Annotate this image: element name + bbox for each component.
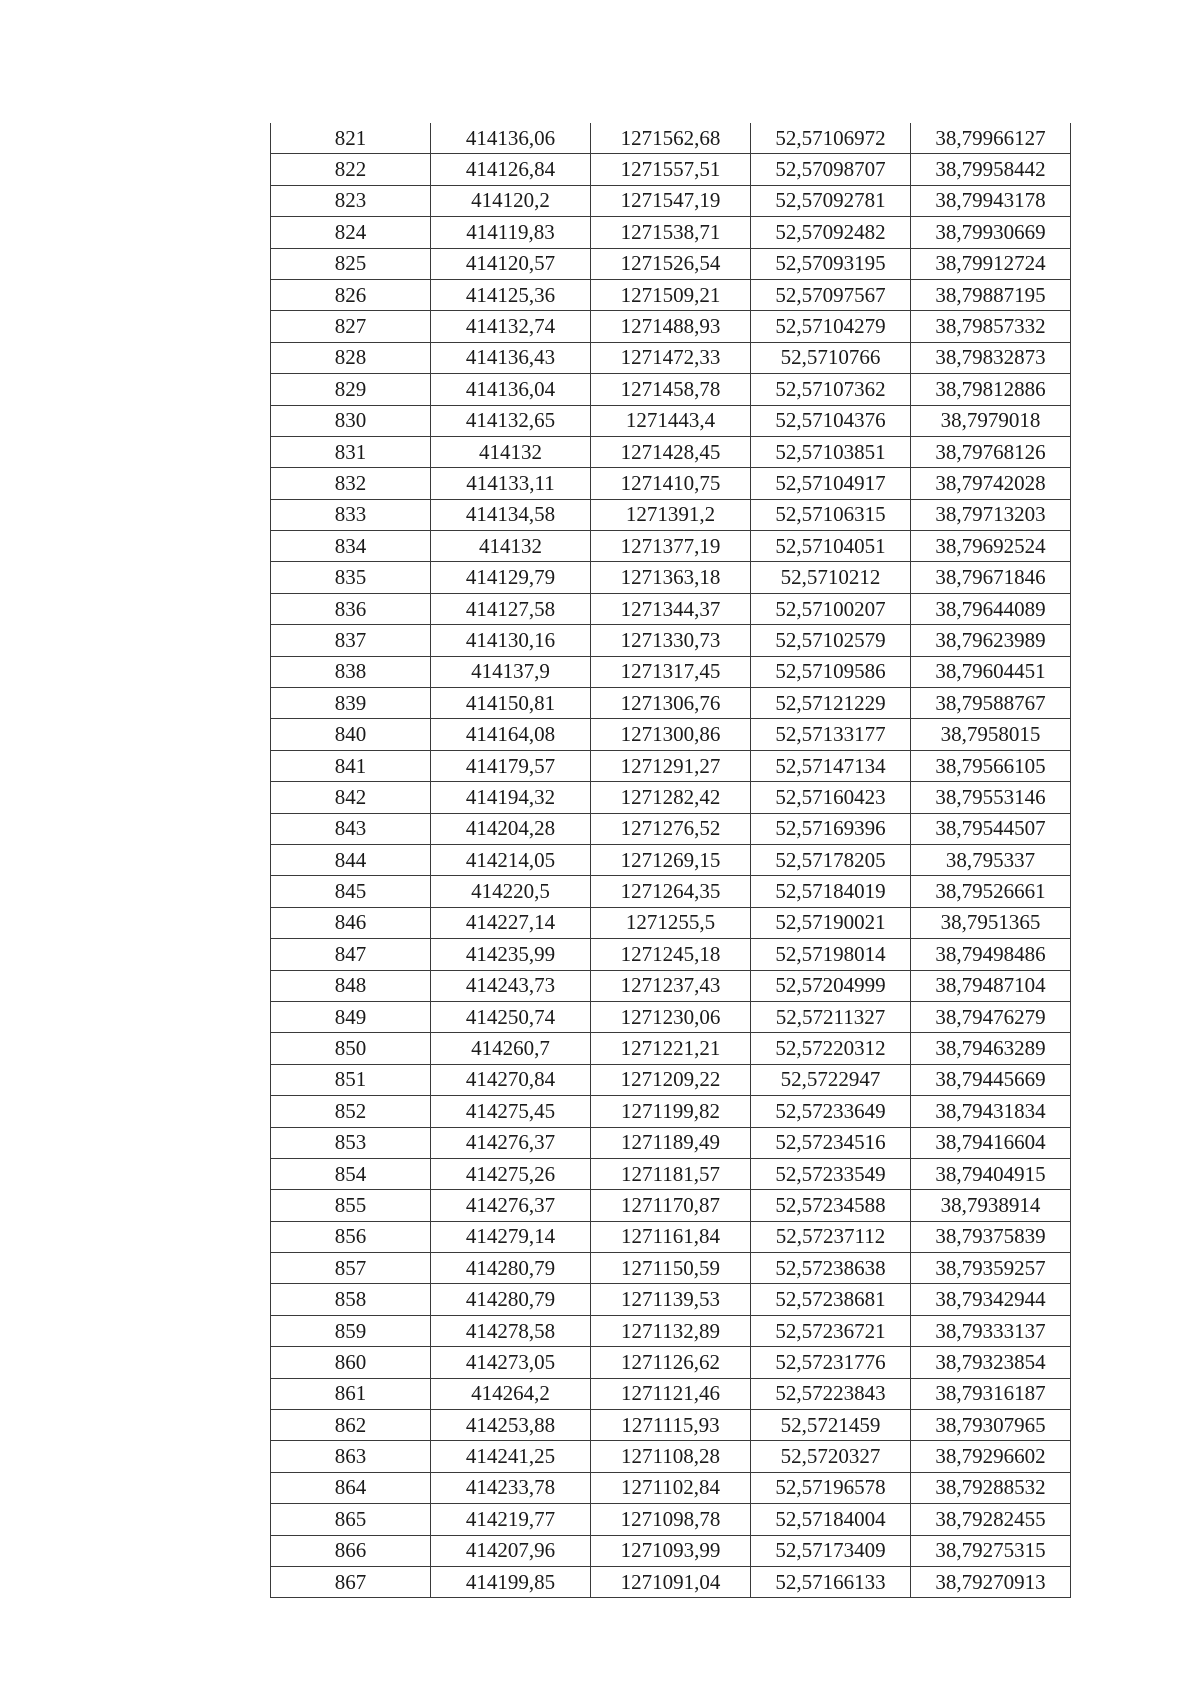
table-row [271, 1253, 1071, 1284]
point-number-cell: 845 [271, 876, 431, 907]
longitude-cell: 38,79270913 [911, 1566, 1071, 1597]
point-number-cell: 830 [271, 405, 431, 436]
latitude-cell: 52,57190021 [751, 907, 911, 938]
x-coordinate-cell: 414127,58 [431, 593, 591, 624]
latitude-cell: 52,57098707 [751, 154, 911, 185]
table-row [271, 1566, 1071, 1597]
table-row [271, 1064, 1071, 1095]
point-number-cell: 831 [271, 436, 431, 467]
x-coordinate-cell: 414164,08 [431, 719, 591, 750]
x-coordinate-cell: 414279,14 [431, 1221, 591, 1252]
point-number-cell: 839 [271, 688, 431, 719]
latitude-cell: 52,5722947 [751, 1064, 911, 1095]
longitude-cell: 38,79307965 [911, 1410, 1071, 1441]
table-row [271, 1033, 1071, 1064]
point-number-cell: 861 [271, 1378, 431, 1409]
y-coordinate-cell: 1271526,54 [591, 248, 751, 279]
x-coordinate-cell: 414134,58 [431, 499, 591, 530]
y-coordinate-cell: 1271458,78 [591, 374, 751, 405]
longitude-cell: 38,79342944 [911, 1284, 1071, 1315]
latitude-cell: 52,57211327 [751, 1001, 911, 1032]
x-coordinate-cell: 414275,45 [431, 1096, 591, 1127]
point-number-cell: 823 [271, 185, 431, 216]
latitude-cell: 52,57100207 [751, 593, 911, 624]
longitude-cell: 38,79445669 [911, 1064, 1071, 1095]
table-row [271, 154, 1071, 185]
point-number-cell: 840 [271, 719, 431, 750]
longitude-cell: 38,79966127 [911, 123, 1071, 154]
point-number-cell: 836 [271, 593, 431, 624]
y-coordinate-cell: 1271189,49 [591, 1127, 751, 1158]
latitude-cell: 52,57109586 [751, 656, 911, 687]
table-row [271, 688, 1071, 719]
point-number-cell: 867 [271, 1566, 431, 1597]
longitude-cell: 38,79604451 [911, 656, 1071, 687]
point-number-cell: 851 [271, 1064, 431, 1095]
y-coordinate-cell: 1271282,42 [591, 782, 751, 813]
table-row [271, 970, 1071, 1001]
longitude-cell: 38,79887195 [911, 279, 1071, 310]
longitude-cell: 38,79404915 [911, 1158, 1071, 1189]
x-coordinate-cell: 414150,81 [431, 688, 591, 719]
longitude-cell: 38,79857332 [911, 311, 1071, 342]
table-row [271, 1504, 1071, 1535]
y-coordinate-cell: 1271181,57 [591, 1158, 751, 1189]
point-number-cell: 846 [271, 907, 431, 938]
table-row [271, 279, 1071, 310]
point-number-cell: 863 [271, 1441, 431, 1472]
x-coordinate-cell: 414136,06 [431, 123, 591, 154]
longitude-cell: 38,79912724 [911, 248, 1071, 279]
point-number-cell: 822 [271, 154, 431, 185]
table-row [271, 625, 1071, 656]
latitude-cell: 52,57107362 [751, 374, 911, 405]
y-coordinate-cell: 1271150,59 [591, 1253, 751, 1284]
latitude-cell: 52,57196578 [751, 1472, 911, 1503]
latitude-cell: 52,57166133 [751, 1566, 911, 1597]
latitude-cell: 52,57220312 [751, 1033, 911, 1064]
longitude-cell: 38,7979018 [911, 405, 1071, 436]
longitude-cell: 38,79644089 [911, 593, 1071, 624]
y-coordinate-cell: 1271170,87 [591, 1190, 751, 1221]
latitude-cell: 52,57106315 [751, 499, 911, 530]
latitude-cell: 52,57133177 [751, 719, 911, 750]
longitude-cell: 38,79375839 [911, 1221, 1071, 1252]
y-coordinate-cell: 1271557,51 [591, 154, 751, 185]
x-coordinate-cell: 414219,77 [431, 1504, 591, 1535]
x-coordinate-cell: 414179,57 [431, 750, 591, 781]
longitude-cell: 38,79498486 [911, 939, 1071, 970]
point-number-cell: 865 [271, 1504, 431, 1535]
y-coordinate-cell: 1271538,71 [591, 217, 751, 248]
table-row [271, 750, 1071, 781]
x-coordinate-cell: 414132,74 [431, 311, 591, 342]
table-row [271, 468, 1071, 499]
longitude-cell: 38,795337 [911, 844, 1071, 875]
x-coordinate-cell: 414227,14 [431, 907, 591, 938]
table-row [271, 782, 1071, 813]
longitude-cell: 38,79958442 [911, 154, 1071, 185]
point-number-cell: 852 [271, 1096, 431, 1127]
longitude-cell: 38,79692524 [911, 531, 1071, 562]
latitude-cell: 52,5710766 [751, 342, 911, 373]
x-coordinate-cell: 414207,96 [431, 1535, 591, 1566]
y-coordinate-cell: 1271306,76 [591, 688, 751, 719]
longitude-cell: 38,79431834 [911, 1096, 1071, 1127]
x-coordinate-cell: 414235,99 [431, 939, 591, 970]
y-coordinate-cell: 1271377,19 [591, 531, 751, 562]
point-number-cell: 838 [271, 656, 431, 687]
x-coordinate-cell: 414278,58 [431, 1315, 591, 1346]
latitude-cell: 52,57237112 [751, 1221, 911, 1252]
table-row [271, 1127, 1071, 1158]
point-number-cell: 856 [271, 1221, 431, 1252]
table-row [271, 1315, 1071, 1346]
y-coordinate-cell: 1271391,2 [591, 499, 751, 530]
latitude-cell: 52,57178205 [751, 844, 911, 875]
x-coordinate-cell: 414132 [431, 531, 591, 562]
latitude-cell: 52,57160423 [751, 782, 911, 813]
y-coordinate-cell: 1271276,52 [591, 813, 751, 844]
point-number-cell: 826 [271, 279, 431, 310]
point-number-cell: 866 [271, 1535, 431, 1566]
table-row [271, 1441, 1071, 1472]
table-row [271, 1378, 1071, 1409]
point-number-cell: 844 [271, 844, 431, 875]
x-coordinate-cell: 414204,28 [431, 813, 591, 844]
longitude-cell: 38,79812886 [911, 374, 1071, 405]
x-coordinate-cell: 414275,26 [431, 1158, 591, 1189]
x-coordinate-cell: 414130,16 [431, 625, 591, 656]
latitude-cell: 52,5721459 [751, 1410, 911, 1441]
latitude-cell: 52,57233549 [751, 1158, 911, 1189]
table-row [271, 562, 1071, 593]
x-coordinate-cell: 414264,2 [431, 1378, 591, 1409]
x-coordinate-cell: 414250,74 [431, 1001, 591, 1032]
latitude-cell: 52,57104917 [751, 468, 911, 499]
latitude-cell: 52,57198014 [751, 939, 911, 970]
table-row [271, 939, 1071, 970]
y-coordinate-cell: 1271317,45 [591, 656, 751, 687]
y-coordinate-cell: 1271488,93 [591, 311, 751, 342]
point-number-cell: 850 [271, 1033, 431, 1064]
point-number-cell: 858 [271, 1284, 431, 1315]
point-number-cell: 841 [271, 750, 431, 781]
longitude-cell: 38,79588767 [911, 688, 1071, 719]
point-number-cell: 834 [271, 531, 431, 562]
x-coordinate-cell: 414137,9 [431, 656, 591, 687]
x-coordinate-cell: 414132,65 [431, 405, 591, 436]
y-coordinate-cell: 1271269,15 [591, 844, 751, 875]
latitude-cell: 52,57102579 [751, 625, 911, 656]
point-number-cell: 835 [271, 562, 431, 593]
point-number-cell: 853 [271, 1127, 431, 1158]
point-number-cell: 821 [271, 123, 431, 154]
latitude-cell: 52,57184004 [751, 1504, 911, 1535]
longitude-cell: 38,79296602 [911, 1441, 1071, 1472]
y-coordinate-cell: 1271291,27 [591, 750, 751, 781]
table-row [271, 248, 1071, 279]
point-number-cell: 859 [271, 1315, 431, 1346]
point-number-cell: 848 [271, 970, 431, 1001]
longitude-cell: 38,79544507 [911, 813, 1071, 844]
y-coordinate-cell: 1271330,73 [591, 625, 751, 656]
longitude-cell: 38,79333137 [911, 1315, 1071, 1346]
latitude-cell: 52,57104279 [751, 311, 911, 342]
point-number-cell: 860 [271, 1347, 431, 1378]
table-row [271, 844, 1071, 875]
x-coordinate-cell: 414199,85 [431, 1566, 591, 1597]
latitude-cell: 52,57106972 [751, 123, 911, 154]
x-coordinate-cell: 414120,2 [431, 185, 591, 216]
longitude-cell: 38,79275315 [911, 1535, 1071, 1566]
latitude-cell: 52,57238638 [751, 1253, 911, 1284]
y-coordinate-cell: 1271108,28 [591, 1441, 751, 1472]
table-row [271, 1001, 1071, 1032]
table-row [271, 656, 1071, 687]
y-coordinate-cell: 1271209,22 [591, 1064, 751, 1095]
y-coordinate-cell: 1271344,37 [591, 593, 751, 624]
y-coordinate-cell: 1271115,93 [591, 1410, 751, 1441]
latitude-cell: 52,5710212 [751, 562, 911, 593]
table-row [271, 1410, 1071, 1441]
point-number-cell: 855 [271, 1190, 431, 1221]
longitude-cell: 38,79476279 [911, 1001, 1071, 1032]
y-coordinate-cell: 1271363,18 [591, 562, 751, 593]
table-row [271, 185, 1071, 216]
longitude-cell: 38,79623989 [911, 625, 1071, 656]
x-coordinate-cell: 414133,11 [431, 468, 591, 499]
point-number-cell: 843 [271, 813, 431, 844]
latitude-cell: 52,57104376 [751, 405, 911, 436]
x-coordinate-cell: 414220,5 [431, 876, 591, 907]
y-coordinate-cell: 1271139,53 [591, 1284, 751, 1315]
point-number-cell: 828 [271, 342, 431, 373]
x-coordinate-cell: 414214,05 [431, 844, 591, 875]
latitude-cell: 52,57234588 [751, 1190, 911, 1221]
longitude-cell: 38,79359257 [911, 1253, 1071, 1284]
point-number-cell: 827 [271, 311, 431, 342]
y-coordinate-cell: 1271102,84 [591, 1472, 751, 1503]
latitude-cell: 52,57231776 [751, 1347, 911, 1378]
y-coordinate-cell: 1271255,5 [591, 907, 751, 938]
table-row [271, 1158, 1071, 1189]
x-coordinate-cell: 414273,05 [431, 1347, 591, 1378]
longitude-cell: 38,79832873 [911, 342, 1071, 373]
table-row [271, 405, 1071, 436]
coordinates-table [270, 123, 1071, 1598]
y-coordinate-cell: 1271121,46 [591, 1378, 751, 1409]
longitude-cell: 38,79566105 [911, 750, 1071, 781]
x-coordinate-cell: 414253,88 [431, 1410, 591, 1441]
x-coordinate-cell: 414243,73 [431, 970, 591, 1001]
y-coordinate-cell: 1271264,35 [591, 876, 751, 907]
table-row [271, 1535, 1071, 1566]
longitude-cell: 38,79282455 [911, 1504, 1071, 1535]
latitude-cell: 52,57223843 [751, 1378, 911, 1409]
y-coordinate-cell: 1271221,21 [591, 1033, 751, 1064]
point-number-cell: 824 [271, 217, 431, 248]
latitude-cell: 52,57173409 [751, 1535, 911, 1566]
x-coordinate-cell: 414132 [431, 436, 591, 467]
x-coordinate-cell: 414136,43 [431, 342, 591, 373]
y-coordinate-cell: 1271237,43 [591, 970, 751, 1001]
table-row [271, 1472, 1071, 1503]
longitude-cell: 38,79671846 [911, 562, 1071, 593]
table-row [271, 311, 1071, 342]
table-row [271, 374, 1071, 405]
x-coordinate-cell: 414260,7 [431, 1033, 591, 1064]
table-row [271, 531, 1071, 562]
y-coordinate-cell: 1271509,21 [591, 279, 751, 310]
point-number-cell: 829 [271, 374, 431, 405]
point-number-cell: 854 [271, 1158, 431, 1189]
latitude-cell: 52,57204999 [751, 970, 911, 1001]
x-coordinate-cell: 414241,25 [431, 1441, 591, 1472]
longitude-cell: 38,79487104 [911, 970, 1071, 1001]
latitude-cell: 52,57103851 [751, 436, 911, 467]
point-number-cell: 833 [271, 499, 431, 530]
latitude-cell: 52,57092482 [751, 217, 911, 248]
x-coordinate-cell: 414233,78 [431, 1472, 591, 1503]
y-coordinate-cell: 1271098,78 [591, 1504, 751, 1535]
table-row [271, 1096, 1071, 1127]
table-row [271, 1347, 1071, 1378]
latitude-cell: 52,57097567 [751, 279, 911, 310]
latitude-cell: 52,57236721 [751, 1315, 911, 1346]
longitude-cell: 38,79713203 [911, 499, 1071, 530]
latitude-cell: 52,57147134 [751, 750, 911, 781]
y-coordinate-cell: 1271161,84 [591, 1221, 751, 1252]
table-row [271, 342, 1071, 373]
longitude-cell: 38,79930669 [911, 217, 1071, 248]
latitude-cell: 52,57169396 [751, 813, 911, 844]
table-row [271, 719, 1071, 750]
x-coordinate-cell: 414120,57 [431, 248, 591, 279]
latitude-cell: 52,57121229 [751, 688, 911, 719]
longitude-cell: 38,7938914 [911, 1190, 1071, 1221]
table-row [271, 907, 1071, 938]
latitude-cell: 52,57238681 [751, 1284, 911, 1315]
x-coordinate-cell: 414276,37 [431, 1127, 591, 1158]
x-coordinate-cell: 414194,32 [431, 782, 591, 813]
latitude-cell: 52,57092781 [751, 185, 911, 216]
longitude-cell: 38,79943178 [911, 185, 1071, 216]
table-row [271, 123, 1071, 154]
point-number-cell: 842 [271, 782, 431, 813]
longitude-cell: 38,79463289 [911, 1033, 1071, 1064]
point-number-cell: 862 [271, 1410, 431, 1441]
longitude-cell: 38,79768126 [911, 436, 1071, 467]
longitude-cell: 38,79742028 [911, 468, 1071, 499]
table-row [271, 876, 1071, 907]
longitude-cell: 38,79416604 [911, 1127, 1071, 1158]
y-coordinate-cell: 1271443,4 [591, 405, 751, 436]
table-row [271, 217, 1071, 248]
table-row [271, 1190, 1071, 1221]
coordinates-table-body [271, 123, 1071, 1598]
latitude-cell: 52,57104051 [751, 531, 911, 562]
table-row [271, 1221, 1071, 1252]
y-coordinate-cell: 1271472,33 [591, 342, 751, 373]
x-coordinate-cell: 414280,79 [431, 1253, 591, 1284]
point-number-cell: 849 [271, 1001, 431, 1032]
point-number-cell: 825 [271, 248, 431, 279]
table-row [271, 813, 1071, 844]
longitude-cell: 38,79323854 [911, 1347, 1071, 1378]
table-row [271, 1284, 1071, 1315]
x-coordinate-cell: 414270,84 [431, 1064, 591, 1095]
x-coordinate-cell: 414125,36 [431, 279, 591, 310]
x-coordinate-cell: 414129,79 [431, 562, 591, 593]
latitude-cell: 52,57233649 [751, 1096, 911, 1127]
y-coordinate-cell: 1271547,19 [591, 185, 751, 216]
x-coordinate-cell: 414280,79 [431, 1284, 591, 1315]
point-number-cell: 837 [271, 625, 431, 656]
point-number-cell: 847 [271, 939, 431, 970]
y-coordinate-cell: 1271410,75 [591, 468, 751, 499]
latitude-cell: 52,57093195 [751, 248, 911, 279]
y-coordinate-cell: 1271091,04 [591, 1566, 751, 1597]
table-row [271, 436, 1071, 467]
latitude-cell: 52,57234516 [751, 1127, 911, 1158]
y-coordinate-cell: 1271562,68 [591, 123, 751, 154]
table-row [271, 593, 1071, 624]
y-coordinate-cell: 1271093,99 [591, 1535, 751, 1566]
y-coordinate-cell: 1271132,89 [591, 1315, 751, 1346]
y-coordinate-cell: 1271245,18 [591, 939, 751, 970]
latitude-cell: 52,5720327 [751, 1441, 911, 1472]
longitude-cell: 38,7951365 [911, 907, 1071, 938]
point-number-cell: 857 [271, 1253, 431, 1284]
point-number-cell: 832 [271, 468, 431, 499]
longitude-cell: 38,79316187 [911, 1378, 1071, 1409]
longitude-cell: 38,79553146 [911, 782, 1071, 813]
x-coordinate-cell: 414276,37 [431, 1190, 591, 1221]
point-number-cell: 864 [271, 1472, 431, 1503]
y-coordinate-cell: 1271428,45 [591, 436, 751, 467]
longitude-cell: 38,79288532 [911, 1472, 1071, 1503]
longitude-cell: 38,7958015 [911, 719, 1071, 750]
y-coordinate-cell: 1271230,06 [591, 1001, 751, 1032]
table-row [271, 499, 1071, 530]
y-coordinate-cell: 1271126,62 [591, 1347, 751, 1378]
x-coordinate-cell: 414119,83 [431, 217, 591, 248]
x-coordinate-cell: 414136,04 [431, 374, 591, 405]
y-coordinate-cell: 1271300,86 [591, 719, 751, 750]
latitude-cell: 52,57184019 [751, 876, 911, 907]
longitude-cell: 38,79526661 [911, 876, 1071, 907]
x-coordinate-cell: 414126,84 [431, 154, 591, 185]
y-coordinate-cell: 1271199,82 [591, 1096, 751, 1127]
